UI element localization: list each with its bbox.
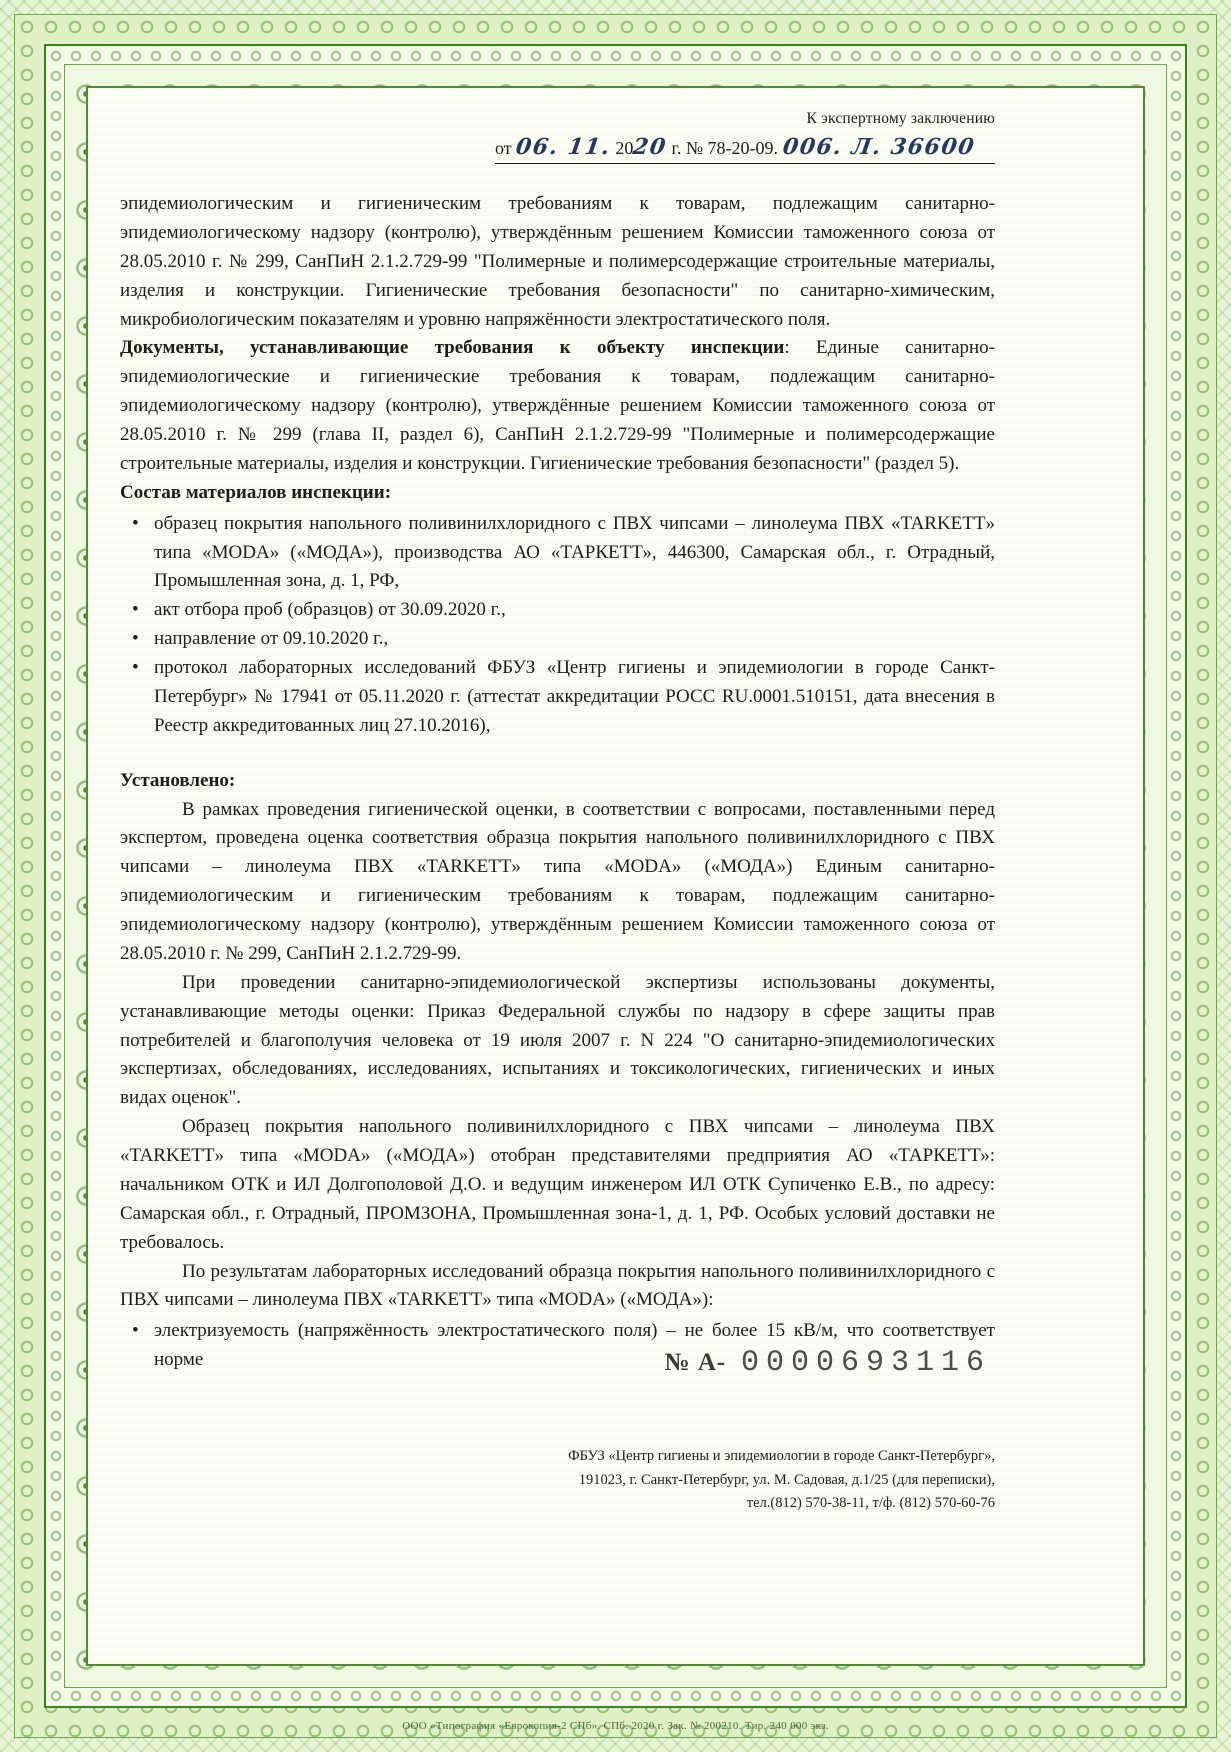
header — [120, 110, 995, 164]
date-row — [120, 134, 995, 164]
issuer-address: 191023, г. Санкт-Петербург, ул. М. Садовая, д.1/25 (для переписки), — [578, 1471, 995, 1488]
issuer-name: ФБУЗ «Центр гигиены и эпидемиологии в городе Санкт-Петербург», — [568, 1447, 995, 1464]
header-note: К экспертному заключению — [806, 110, 995, 127]
paragraph-assessment-scope: В рамках проведения гигиенической оценки, в соответствии с вопросами, поставленными перед экспертом, проведена оценка соответствия образца покрытия напольного поливинилхлоридного с ПВХ чипсами – линолеума ПВХ «TARKETT» типа «MODA» («МОДА») Единым санитарно-эпидемиологическим и гигиеническим требованиям к товарам, подлежащим санитарно-эпидемиологическому надзору (контролю), утверждённым решением Комиссии таможенного союза от 28.05.2010 г. № 299, СанПиН 2.1.2.729-99. — [120, 798, 995, 964]
list-item: • электризуемость (напряжённость электростатического поля) – не более 15 кВ/м, что соответствует норме — [154, 1317, 995, 1375]
document-body — [120, 190, 995, 1516]
results-list — [120, 1317, 995, 1375]
issuer-phones: тел.(812) 570-38-11, т/ф. (812) 570-60-76 — [746, 1495, 995, 1512]
heading-materials-composition: Состав материалов инспекции: — [120, 481, 392, 503]
list-item: • образец покрытия напольного поливинилхлоридного с ПВХ чипсами – линолеума ПВХ «TARKETT» типа «MODA» («МОДА»), производства АО «ТАРКЕТТ», 446300, Самарская обл., г. Отрадный, Промышленная зона, д. 1, РФ, — [154, 510, 995, 597]
list-item: • протокол лабораторных исследований ФБУЗ «Центр гигиены и эпидемиологии в городе Санкт-Петербург» № 17941 от 05.11.2020 г. (аттестат аккредитации РОСС RU.0001.510151, дата внесения в Реестр аккредитованных лиц 27.10.2016), — [154, 654, 995, 741]
document-sheet — [86, 86, 1145, 1666]
list-item: • направление от 09.10.2020 г., — [154, 625, 995, 654]
issuer-footer — [120, 1445, 995, 1517]
print-shop-imprint: ООО «Типография «Еврокопия-2 СПб». СПб. 2020 г. Зак. № 200210. Тир. 240 000 экз. — [402, 1720, 829, 1732]
paragraph-lab-results-intro: По результатам лабораторных исследований образца покрытия напольного поливинилхлоридного с ПВХ чипсами – линолеума ПВХ «TARKETT» типа «MODA» («МОДА»): — [120, 1260, 995, 1311]
paragraph-requirements-continuation: эпидемиологическим и гигиеническим требованиям к товарам, подлежащим санитарно-эпидемиологическому надзору (контролю), утверждённым решением Комиссии таможенного союза от 28.05.2010 г. № 299, СанПиН 2.1.2.729-99 "Полимерные и полимерсодержащие строительные материалы, изделия и конструкции. Гигиенические требования безопасности" по санитарно-химическим, микробиологическим показателям и уровню напряжённости электростатического поля. — [120, 193, 995, 330]
list-item: • акт отбора проб (образцов) от 30.09.2020 г., — [154, 596, 995, 625]
serial-prefix: № А- — [664, 1349, 727, 1376]
serial-digits: 0000693116 — [740, 1346, 991, 1380]
paragraph-sample-selection: Образец покрытия напольного поливинилхлоридного с ПВХ чипсами – линолеума ПВХ «TARKETT» типа «MODA» («МОДА») отобран представителями предприятия АО «ТАРКЕТТ»: начальником ОТК и ИЛ Долгополовой Д.О. и ведущим инженером ИЛ ОТК Супиченко Е.В., по адресу: Самарская обл., г. Отрадный, ПРОМЗОНА, Промышленная зона-1, д. 1, РФ. Особых условий доставки не требовалось. — [120, 1116, 995, 1253]
paragraph-documents-establishing: Документы, устанавливающие требования к объекту инспекции: Единые санитарно-эпидемиологические и гигиенические требования к товарам, подлежащим санитарно-эпидемиологическому надзору (контролю), утверждённые решением Комиссии таможенного союза от 28.05.2010 г. № 299 (глава II, раздел 6), СанПиН 2.1.2.729-99 "Полимерные и полимерсодержащие строительные материалы, изделия и конструкции. Гигиенические требования безопасности" (раздел 5). — [120, 337, 995, 474]
paragraph-methods-used: При проведении санитарно-эпидемиологической экспертизы использованы документы, устанавливающие методы оценки: Приказ Федеральной службы по надзору в сфере защиты прав потребителей и благополучия человека от 19 июля 2007 г. N 224 "О санитарно-эпидемиологических экспертизах, обследованиях, исследованиях, испытаниях и токсикологических, гигиенических и иных видах оценок". — [120, 971, 995, 1109]
date-line: от 06. 11. 2020 г. № 78-20-09. 006. Л. 36600 — [495, 134, 995, 164]
heading-established: Установлено: — [120, 769, 236, 791]
materials-list — [120, 510, 995, 741]
